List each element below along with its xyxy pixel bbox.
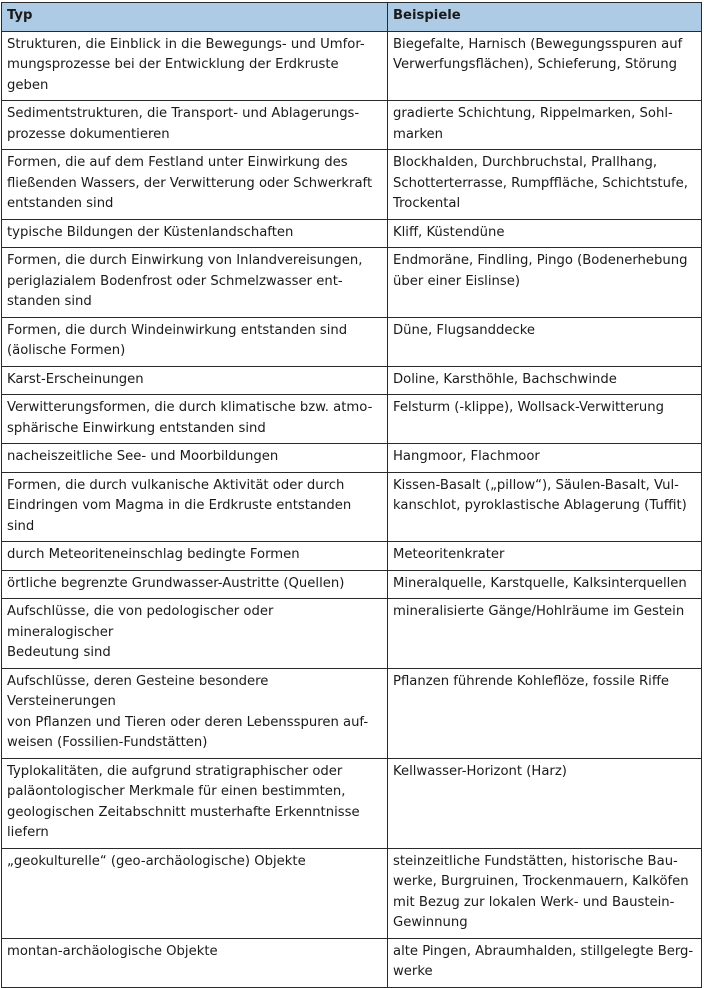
table-row [2, 758, 702, 848]
typ-cell: „geokulturelle“ (geo-archäologische) Objekte [2, 848, 388, 938]
table-row [2, 31, 702, 101]
typ-cell: Sedimentstrukturen, die Transport- und Ablagerungs- prozesse dokumentieren [2, 101, 388, 150]
beispiele-cell: Kellwasser-Horizont (Harz) [388, 758, 702, 848]
table-row [2, 219, 702, 248]
beispiele-cell: mineralisierte Gänge/Hohlräume im Gestein [388, 599, 702, 669]
typ-cell: typische Bildungen der Küstenlandschaften [2, 219, 388, 248]
beispiele-cell: Meteoritenkrater [388, 542, 702, 571]
typ-cell: Aufschlüsse, deren Gesteine besondere Versteinerungen von Pflanzen und Tieren oder deren Lebensspuren auf- weisen (Fossilien-Fundstätten) [2, 668, 388, 758]
typ-cell: örtliche begrenzte Grundwasser-Austritte (Quellen) [2, 570, 388, 599]
header-typ: Typ [2, 3, 388, 32]
typ-cell: durch Meteoriteneinschlag bedingte Formen [2, 542, 388, 571]
table-row [2, 395, 702, 444]
beispiele-cell: Düne, Flugsanddecke [388, 317, 702, 366]
beispiele-cell: Biegefalte, Harnisch (Bewegungsspuren auf Verwerfungsflächen), Schieferung, Störung [388, 31, 702, 101]
table-row [2, 248, 702, 318]
header-beispiele: Beispiele [388, 3, 702, 32]
typ-cell: Formen, die durch vulkanische Aktivität oder durch Eindringen vom Magma in die Erdkruste entstanden sind [2, 472, 388, 542]
beispiele-cell: Felsturm (-klippe), Wollsack-Verwitterung [388, 395, 702, 444]
beispiele-cell: Mineralquelle, Karstquelle, Kalksinterquellen [388, 570, 702, 599]
table-row [2, 668, 702, 758]
table-row [2, 599, 702, 669]
table-row [2, 150, 702, 220]
beispiele-cell: gradierte Schichtung, Rippelmarken, Sohl- marken [388, 101, 702, 150]
beispiele-cell: Doline, Karsthöhle, Bachschwinde [388, 366, 702, 395]
header-row [2, 3, 702, 32]
typ-cell: Verwitterungsformen, die durch klimatische bzw. atmo- sphärische Einwirkung entstanden sind [2, 395, 388, 444]
geotope-types-table [1, 2, 702, 988]
table-row [2, 317, 702, 366]
typ-cell: Formen, die durch Windeinwirkung entstanden sind (äolische Formen) [2, 317, 388, 366]
typ-cell: Formen, die durch Einwirkung von Inlandvereisungen, periglazialem Bodenfrost oder Schmelzwasser ent- standen sind [2, 248, 388, 318]
typ-cell: montan-archäologische Objekte [2, 938, 388, 987]
typ-cell: Strukturen, die Einblick in die Bewegungs- und Umfor- mungsprozesse bei der Entwicklung der Erdkruste geben [2, 31, 388, 101]
table-row [2, 444, 702, 473]
beispiele-cell: Kliff, Küstendüne [388, 219, 702, 248]
table-row [2, 542, 702, 571]
table-row [2, 848, 702, 938]
table-row [2, 101, 702, 150]
beispiele-cell: Endmoräne, Findling, Pingo (Bodenerhebung über einer Eislinse) [388, 248, 702, 318]
table-row [2, 472, 702, 542]
table-body [2, 31, 702, 987]
typ-cell: Typlokalitäten, die aufgrund stratigraphischer oder paläontologischer Merkmale für einen bestimmten, geologischen Zeitabschnitt musterhafte Erkenntnisse liefern [2, 758, 388, 848]
table-row [2, 366, 702, 395]
table-row [2, 570, 702, 599]
typ-cell: Formen, die auf dem Festland unter Einwirkung des fließenden Wassers, der Verwitterung oder Schwerkraft entstanden sind [2, 150, 388, 220]
beispiele-cell: alte Pingen, Abraumhalden, stillgelegte Berg- werke [388, 938, 702, 987]
beispiele-cell: steinzeitliche Fundstätten, historische Bau- werke, Burgruinen, Trockenmauern, Kalköfen mit Bezug zur lokalen Werk- und Baustein- Gewinnung [388, 848, 702, 938]
typ-cell: Aufschlüsse, die von pedologischer oder mineralogischer Bedeutung sind [2, 599, 388, 669]
beispiele-cell: Pflanzen führende Kohleflöze, fossile Riffe [388, 668, 702, 758]
typ-cell: Karst-Erscheinungen [2, 366, 388, 395]
table-row [2, 938, 702, 987]
beispiele-cell: Kissen-Basalt („pillow“), Säulen-Basalt, Vul- kanschlot, pyroklastische Ablagerung (Tuffit) [388, 472, 702, 542]
beispiele-cell: Blockhalden, Durchbruchstal, Prallhang, Schotterterrasse, Rumpffläche, Schichtstufe, Trockental [388, 150, 702, 220]
table-header [2, 3, 702, 32]
beispiele-cell: Hangmoor, Flachmoor [388, 444, 702, 473]
typ-cell: nacheiszeitliche See- und Moorbildungen [2, 444, 388, 473]
